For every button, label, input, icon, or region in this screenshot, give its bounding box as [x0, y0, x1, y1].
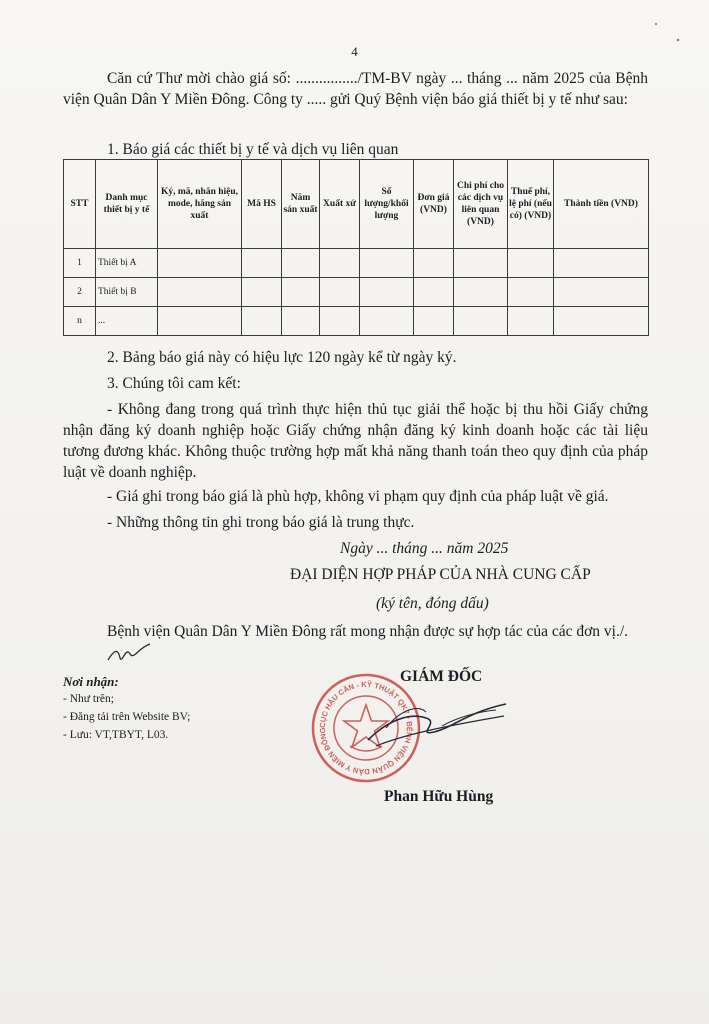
page-number: 4 — [351, 44, 358, 59]
initials-signature — [104, 638, 154, 666]
header-total: Thành tiền (VND) — [554, 160, 649, 249]
quotation-table — [63, 159, 649, 336]
header-stt: STT — [64, 160, 96, 249]
row-stt: 1 — [64, 249, 96, 278]
director-signature — [356, 682, 516, 762]
seal-text: CỤC HẬU CẦN - KỸ THUẬT QK7 • BỆNH VIỆN QUÂN DÂN Y MIỀN ĐÔNG — [317, 679, 415, 777]
header-origin: Xuất xứ — [320, 160, 360, 249]
header-unit-price: Đơn giá (VND) — [414, 160, 454, 249]
supplier-representative: ĐẠI DIỆN HỢP PHÁP CỦA NHÀ CUNG CẤP — [290, 566, 591, 583]
recipient-item: - Lưu: VT,TBYT, L03. — [63, 729, 169, 741]
intro-paragraph: Căn cứ Thư mời chào giá số: ................/TM-BV ngày ... tháng ... năm 2025 của Bệnh viện Quân Dân Y Miền Đông. Công ty ..... gửi Quý Bệnh viện báo giá thiết bị y tế như sau: — [63, 70, 648, 108]
row-stt: n — [64, 307, 96, 336]
signer-name: Phan Hữu Hùng — [384, 788, 494, 805]
row-device-name: Thiết bị A — [96, 249, 158, 278]
header-device-list: Danh mục thiết bị y tế — [96, 160, 158, 249]
sign-note: (ký tên, đóng dấu) — [376, 595, 489, 612]
row-stt: 2 — [64, 278, 96, 307]
header-year: Năm sản xuất — [282, 160, 320, 249]
header-quantity: Số lượng/khối lượng — [360, 160, 414, 249]
table-row — [64, 307, 649, 336]
commitment-1: - Không đang trong quá trình thực hiện thủ tục giải thể hoặc bị thu hồi Giấy chứng nhận đăng ký doanh nghiệp hoặc Giấy chứng nhận đăng ký kinh doanh hoặc các tài liệu tương đương khác. Không thuộc trường hợp mất khả năng thanh toán theo quy định của pháp luật về doanh nghiệp. — [63, 401, 648, 481]
table-row — [64, 278, 649, 307]
closing-paragraph: Bệnh viện Quân Dân Y Miền Đông rất mong nhận được sự hợp tác của các đơn vị./. — [107, 623, 629, 640]
recipients-title: Nơi nhận: — [63, 674, 119, 689]
header-service-cost: Chi phí cho các dịch vụ liên quan (VND) — [454, 160, 508, 249]
date-line: Ngày ... tháng ... năm 2025 — [340, 540, 509, 557]
commitment-3: - Những thông tin ghi trong báo giá là trung thực. — [107, 514, 415, 531]
recipient-item: - Đăng tải trên Website BV; — [63, 711, 191, 723]
header-hs-code: Mã HS — [242, 160, 282, 249]
header-tax-fee: Thuế phí, lệ phí (nếu có) (VND) — [508, 160, 554, 249]
row-device-name: Thiết bị B — [96, 278, 158, 307]
director-title: GIÁM ĐỐC — [400, 668, 483, 685]
recipient-item: - Như trên; — [63, 693, 114, 705]
section-2-validity: 2. Bảng báo giá này có hiệu lực 120 ngày kể từ ngày ký. — [107, 349, 457, 366]
scan-mark — [650, 20, 690, 45]
section-1-title: 1. Báo giá các thiết bị y tế và dịch vụ liên quan — [107, 141, 399, 158]
table-header-row — [64, 160, 649, 249]
header-model-brand: Ký, mã, nhãn hiệu, mode, hãng sản xuất — [158, 160, 242, 249]
section-3-title: 3. Chúng tôi cam kết: — [107, 375, 241, 392]
table-row — [64, 249, 649, 278]
commitment-2: - Giá ghi trong báo giá là phù hợp, không vi phạm quy định của pháp luật về giá. — [107, 488, 609, 505]
row-device-name: ... — [96, 307, 158, 336]
